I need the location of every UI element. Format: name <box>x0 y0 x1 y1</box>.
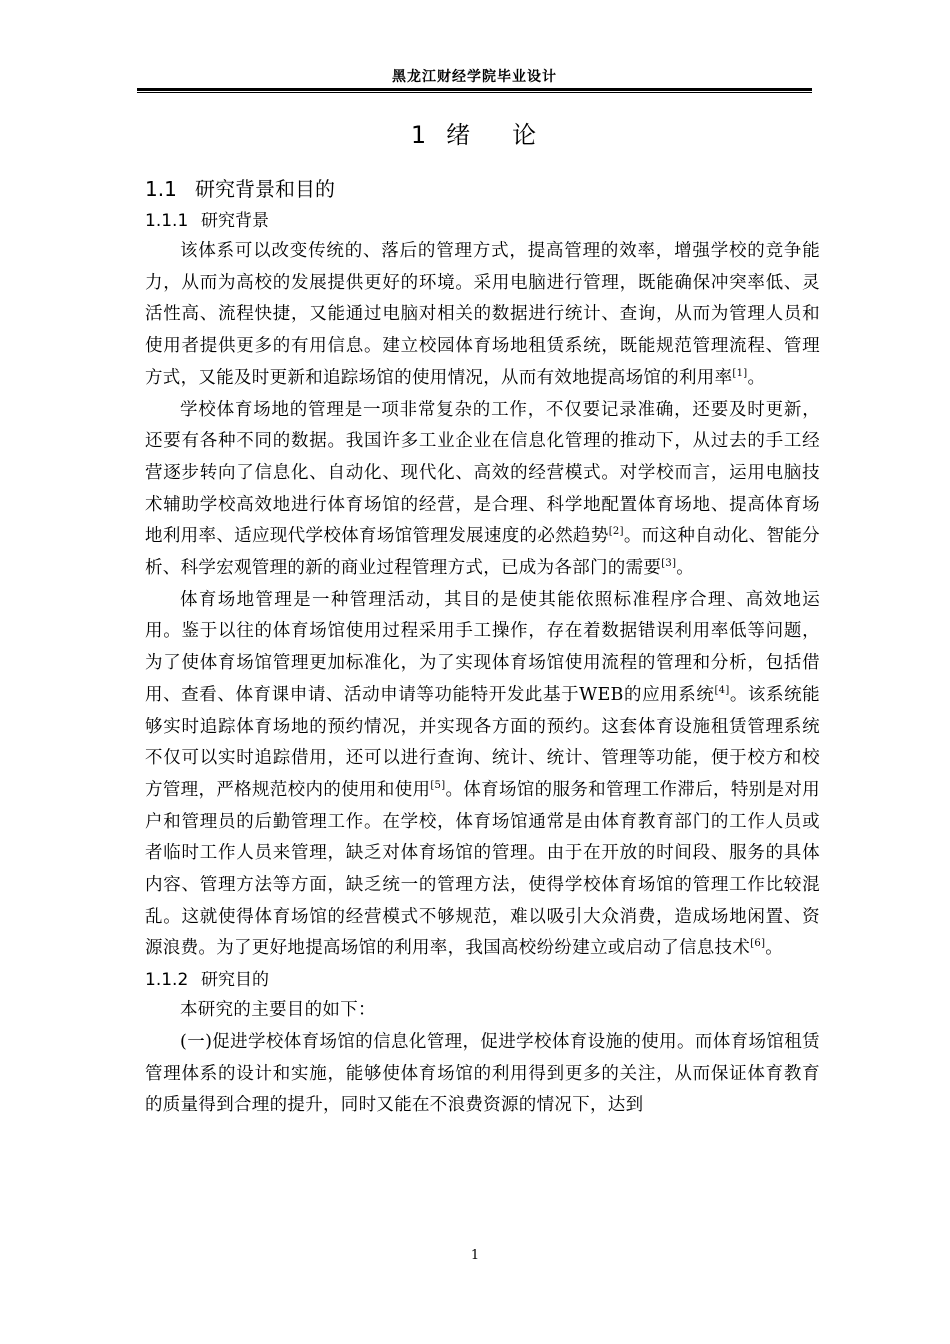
section-number: 1.1.1 <box>145 211 189 231</box>
section-title: 研究目的 <box>201 970 269 991</box>
section-heading-1-1-2 <box>145 965 820 995</box>
page-number: 1 <box>470 1248 480 1263</box>
document-body <box>145 172 820 1122</box>
chapter-title-part1: 绪 <box>446 121 473 149</box>
citation-ref[interactable]: [2] <box>608 526 624 538</box>
paragraph-5: (一)促进学校体育场馆的信息化管理，促进学校体育设施的使用。而体育场馆租赁管理体系的设计和实施，能够使体育场馆的利用得到更多的关注，从而保证体育教育的质量得到合理的提升，同时又能在不浪费资源的情况下，达到 <box>145 1031 820 1116</box>
header-rule <box>137 88 812 93</box>
section-title: 研究背景和目的 <box>195 177 335 201</box>
paragraph-4: 本研究的主要目的如下： <box>180 1000 376 1021</box>
citation-ref[interactable]: [4] <box>714 685 730 697</box>
citation-ref[interactable]: [3] <box>661 558 677 570</box>
paragraph-text: 。而这种自动化、智能分析、科学宏观管理的新的商业过程管理方式，已成为各部门的需要 <box>145 526 820 579</box>
section-title: 研究背景 <box>201 211 269 231</box>
citation-ref[interactable]: [6] <box>750 938 766 950</box>
paragraph-text: 该体系可以改变传统的、落后的管理方式，提高管理的效率，增强学校的竞争能力，从而为高校的发展提供更好的环境。采用电脑进行管理，既能确保冲突率低、灵活性高、流程快捷，又能通过电脑对相关的数据进行统计、查询，从而为管理人员和使用者提供更多的有用信息。建立校园体育场地租赁系统，既能规范管理流程、管理方式，又能及时更新和追踪场馆的使用情况，从而有效地提高场馆的利用率 <box>145 241 820 388</box>
section-number: 1.1 <box>145 177 177 201</box>
paragraph-end: 。 <box>676 558 695 579</box>
section-heading-1-1 <box>145 172 820 206</box>
chapter-title <box>137 115 812 150</box>
paragraph-text: 学校体育场地的管理是一项非常复杂的工作，不仅要记录准确，还要及时更新，还要有各种不同的数据。我国许多工业企业在信息化管理的推动下，从过去的手工经营逐步转向了信息化、自动化、现代化、高效的经营模式。对学校而言，运用电脑技术辅助学校高效地进行体育场馆的经营，是合理、科学地配置体育场地、提高体育场地利用率、适应现代学校体育场馆管理发展速度的必然趋势 <box>145 399 820 547</box>
paragraph-text: 。体育场馆的服务和管理工作滞后，特别是对用户和管理员的后勤管理工作。在学校，体育场馆通常是由体育教育部门的工作人员或者临时工作人员来管理，缺乏对体育场馆的管理。由于在开放的时间段、服务的具体内容、管理方法等方面，缺乏统一的管理方法，使得学校体育场馆的管理工作比较混乱。这就使得体育场馆的经营模式不够规范，难以吸引大众消费，造成场地闲置、资源浪费。为了更好地提高场馆的利用率，我国高校纷纷建立或启动了信息技术 <box>145 779 820 959</box>
section-number: 1.1.2 <box>145 970 189 991</box>
running-header: 黑龙江财经学院毕业设计 <box>392 69 557 85</box>
citation-ref[interactable]: [1] <box>732 367 748 379</box>
paragraph-text: 体育场地管理是一种管理活动，其目的是使其能依照标准程序合理、高效地运用。鉴于以往的体育场馆使用过程采用手工操作，存在着数据错误利用率低等问题，为了使体育场馆管理更加标准化，为了实现体育场馆使用流程的管理和分析，包括借用、查看、体育课申请、活动申请等功能特开发此基于WEB的应用系统 <box>145 589 820 705</box>
section-heading-1-1-1 <box>145 206 820 236</box>
paragraph-end: 。 <box>765 938 784 959</box>
paragraph-1 <box>145 236 820 395</box>
paragraph-end: 。 <box>747 367 766 388</box>
paragraph-2 <box>145 395 820 585</box>
chapter-number: 1 <box>410 121 429 149</box>
chapter-title-part2: 论 <box>512 121 539 149</box>
paragraph-3 <box>145 585 820 965</box>
paragraph-text: 。该系统能够实时追踪体育场地的预约情况，并实现各方面的预约。这套体育设施租赁管理系统不仅可以实时追踪借用，还可以进行查询、统计、统计、管理等功能，便于校方和校方管理，严格规范校内的使用和使用 <box>145 684 820 800</box>
citation-ref[interactable]: [5] <box>430 780 446 792</box>
